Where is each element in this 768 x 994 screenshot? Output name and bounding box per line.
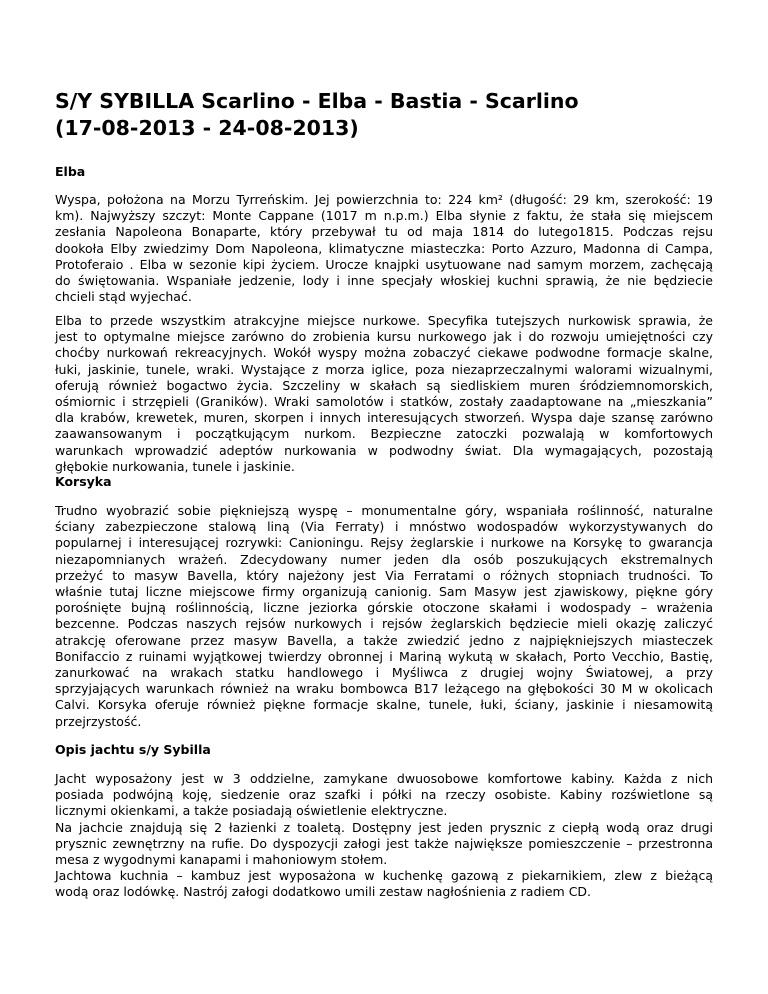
text-line: Bonifaccio z ruinami wyjątkowej twierdzy obronnej i Mariną wykutą w skałach, Porto Vecchio, Bastię, bbox=[55, 648, 713, 664]
section-heading-elba: Elba bbox=[55, 164, 86, 179]
text-line: licznymi okienkami, a także posiadają oświetlenie elektryczne. bbox=[55, 803, 448, 819]
text-line: km). Najwyższy szczyt: Monte Cappane (1017 m n.p.m.) Elba słynie z faktu, że stała się miejscem bbox=[55, 208, 713, 224]
text-line: Wyspa, położona na Morzu Tyrreńskim. Jej powierzchnia to: 224 km² (długość: 29 km, szerokość: 19 bbox=[55, 192, 713, 207]
text-line: głębokie nurkowania, tunele i jaskinie. bbox=[55, 458, 295, 474]
section-heading-korsyka: Korsyka bbox=[55, 474, 112, 489]
text-line: przeżyć to masyw Bavella, który najeżony jest Via Ferratami o różnych stopniach trudności. To bbox=[55, 567, 713, 583]
text-line: dla krabów, krewetek, muren, skorpen i innych interesujących stworzeń. Wyspa daje szansę zarówno bbox=[55, 410, 713, 426]
text-line: przejrzystość. bbox=[55, 713, 142, 729]
text-line: sprzyjających warunkach również na wraku bombowca B17 leżącego na głębokości 30 M w okolicach bbox=[55, 681, 713, 697]
text-line: Jacht wyposażony jest w 3 oddzielne, zamykane dwuosobowe komfortowe kabiny. Każda z nich bbox=[55, 771, 713, 786]
paragraph-korsyka-1 bbox=[55, 503, 713, 730]
text-line: Jachtowa kuchnia – kambuz jest wyposażona w kuchenkę gazową z piekarnikiem, zlew z bieżącą bbox=[55, 868, 713, 884]
text-line: choćby nurkowań rekreacyjnych. Wokół wyspy można zobaczyć ciekawe podwodne formacje skalne, bbox=[55, 345, 713, 361]
text-line: bezcenne. Podczas naszych rejsów nurkowych i rejsów żeglarskich będziecie mieli okazję zaliczyć bbox=[55, 616, 713, 632]
text-line: porośnięte bujną roślinnością, liczne jeziorka górskie otoczone skałami i wodospady – wrażenia bbox=[55, 600, 713, 616]
text-line: warunkach wprowadzić adeptów nurkowania w podwodny świat. Dla wymagających, pozostają bbox=[55, 442, 713, 458]
title-line-2: (17-08-2013 - 24-08-2013) bbox=[55, 116, 359, 140]
text-line: posiada podwójną koję, siedzenie oraz szafki i półki na rzeczy osobiste. Kabiny rozświetlone są bbox=[55, 787, 713, 803]
text-line: Elba to przede wszystkim atrakcyjne miejsce nurkowe. Specyfika tutejszych nurkowisk sprawia, że bbox=[55, 313, 713, 328]
text-line: ośmiornic i strzępieli (Graników). Wraki samolotów i statków, zostały zaadaptowane na „mieszkania” bbox=[55, 394, 713, 410]
text-line: dookoła Elby zwiedzimy Dom Napoleona, klimatyczne miasteczka: Porto Azzuro, Madonna di Campa, bbox=[55, 240, 713, 256]
text-line: popularnej i interesującej rozrywki: Canioningu. Rejsy żeglarskie i nurkowe na Korsykę to gwarancja bbox=[55, 535, 713, 551]
paragraph-elba-2 bbox=[55, 313, 713, 475]
text-line: Calvi. Korsyka oferuje również piękne formacje skalne, tunele, łuki, ściany, jaskinie i niesamowitą bbox=[55, 697, 713, 713]
paragraph-yacht-1 bbox=[55, 771, 713, 901]
section-heading-yacht: Opis jachtu s/y Sybilla bbox=[55, 742, 211, 757]
text-line: łuki, jaskinie, tunele, wraki. Wystające z morza iglice, poza niezaprzeczalnymi walorami wizualnymi, bbox=[55, 361, 713, 377]
text-line: atrakcję oferowane przez masyw Bavella, a także zwiedzić jedno z najpiękniejszych miasteczek bbox=[55, 632, 713, 648]
text-line: ściany zabezpieczone stalową liną (Via Ferraty) i mnóstwo wodospadów wykorzystywanych do bbox=[55, 519, 713, 535]
text-line: jest to optymalne miejsce zarówno do zrobienia kursu nurkowego jak i do rozwoju umiejętności czy bbox=[55, 329, 713, 345]
text-line: zanurkować na wrakach statku handlowego i Myśliwca z drugiej wojny Światowej, a przy bbox=[55, 665, 713, 681]
text-line: wodą oraz lodówkę. Nastrój załogi dodatkowo umili zestaw nagłośnienia z radiem CD. bbox=[55, 884, 592, 900]
text-line: mesa z wygodnymi kanapami i mahoniowym stołem. bbox=[55, 852, 388, 868]
text-line: zesłania Napoleona Bonaparte, który przebywał tu od maja 1814 do lutego1815. Podczas rejsu bbox=[55, 224, 713, 240]
text-line: niezapomnianych wrażeń. Zdecydowany numer jeden dla osób poszukujących ekstremalnych bbox=[55, 551, 713, 567]
text-line: oferują również bogactwo życia. Szczeliny w skałach są siedliskiem muren śródziemnomorskich, bbox=[55, 377, 713, 393]
text-line: właśnie tutaj liczne miejscowe firmy organizują canionig. Sam Masyw jest zjawiskowy, piękne góry bbox=[55, 584, 713, 600]
text-line: prysznic zewnętrzny na rufie. Do dyspozycji załogi jest także największe pomieszczenie – przestronna bbox=[55, 835, 713, 851]
text-line: Na jachcie znajdują się 2 łazienki z toaletą. Dostępny jest jeden prysznic z ciepłą wodą oraz drugi bbox=[55, 819, 713, 835]
title-line-1: S/Y SYBILLA Scarlino - Elba - Bastia - Scarlino bbox=[55, 89, 579, 113]
paragraph-elba-1 bbox=[55, 192, 713, 305]
text-line: Trudno wyobrazić sobie piękniejszą wyspę – monumentalne góry, wspaniała roślinność, naturalne bbox=[55, 503, 713, 518]
text-line: zaawansowanym i początkującym nurkom. Bezpieczne zatoczki pozwalają w komfortowych bbox=[55, 426, 713, 442]
text-line: Protoferaio . Elba w sezonie kipi życiem. Urocze knajpki usytuowane nad samym morzem, zachęcają bbox=[55, 256, 713, 272]
text-line: do świętowania. Wspaniałe jedzenie, lody i inne specjały włoskiej kuchni sprawią, że nie będziecie bbox=[55, 273, 713, 289]
text-line: chcieli stąd wyjechać. bbox=[55, 289, 192, 305]
document-title bbox=[55, 88, 713, 142]
